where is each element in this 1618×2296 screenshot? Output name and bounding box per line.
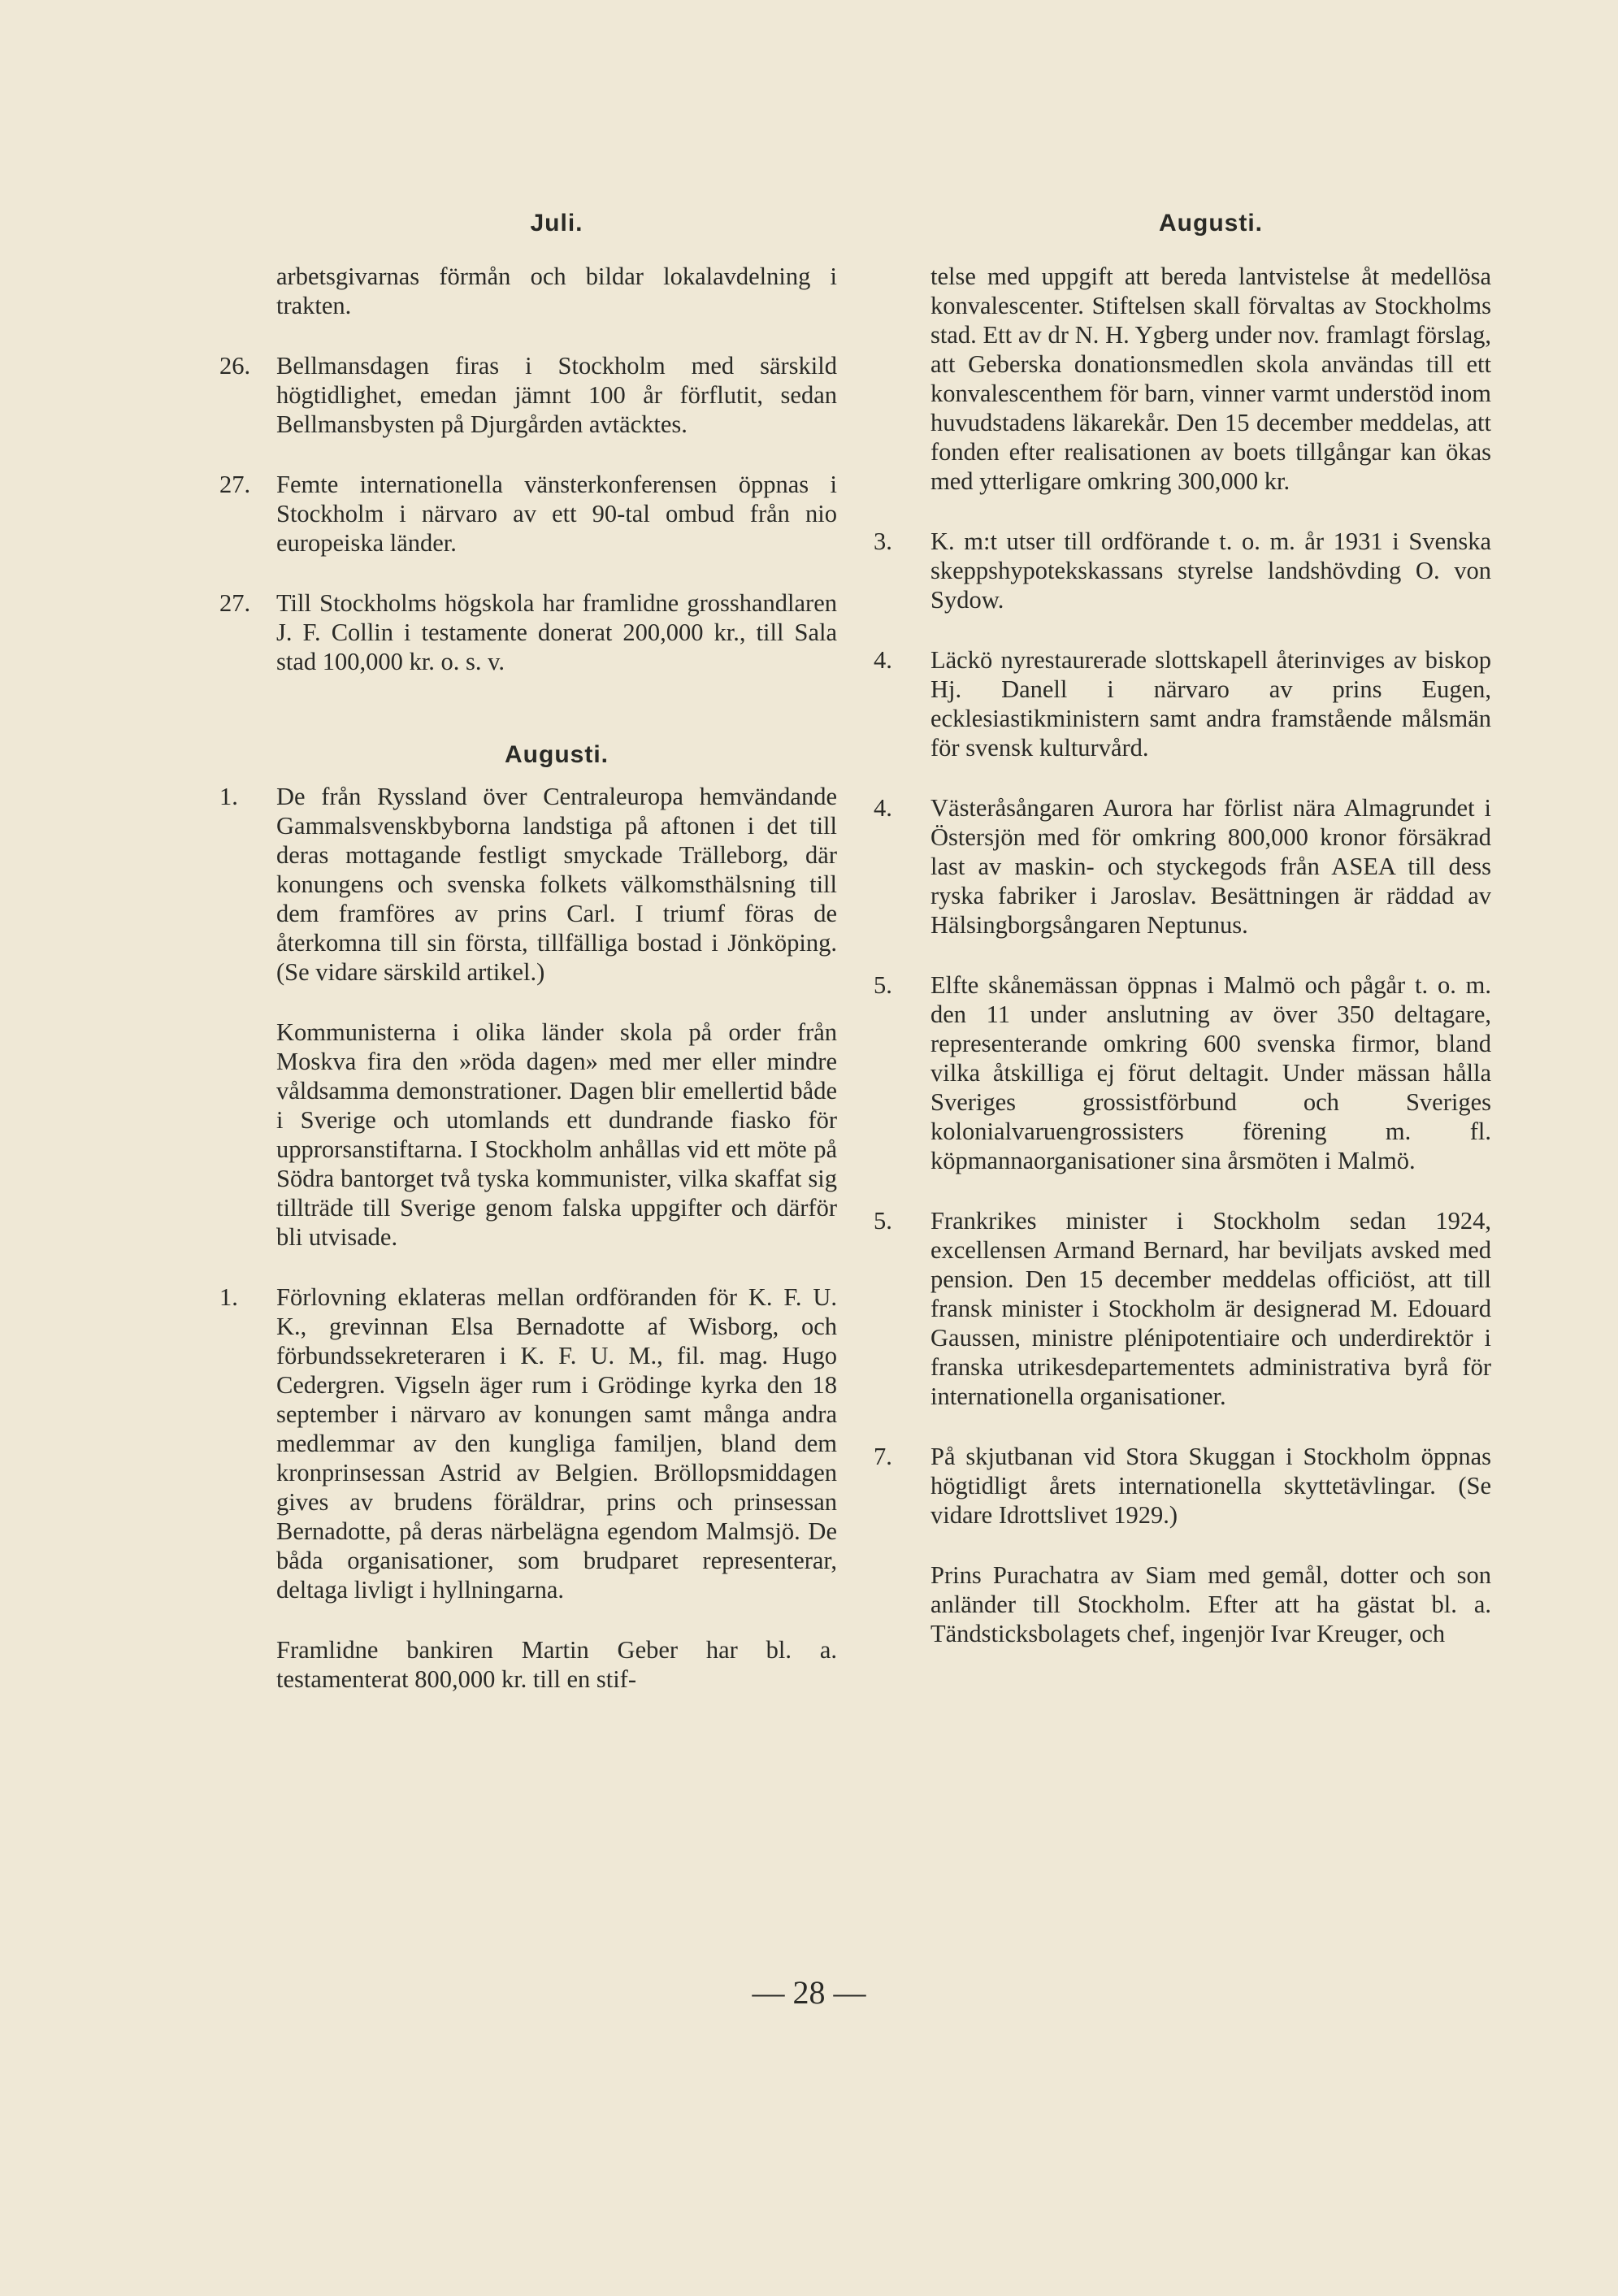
entry-number: 5. — [874, 1207, 892, 1235]
entry-text: Prins Purachatra av Siam med gemål, dotter och son anländer till Stockholm. Efter att ha gästat bl. a. Tändsticksbolagets chef, ingenjör Ivar Kreuger, och — [930, 1561, 1491, 1647]
august-subheader: Augusti. — [505, 741, 609, 768]
entry-jul-27-konferens — [219, 470, 837, 558]
entry-number: 4. — [874, 646, 892, 674]
entry-text: Femte internationella vänsterkonferensen öppnas i Stockholm i närvaro av ett 90-tal ombud från nio europeiska länder. — [276, 471, 837, 557]
entry-text: Läckö nyrestaurerade slottskapell återinviges av biskop Hj. Danell i närvaro av prins Eugen, ecklesiastikministern samt andra framstående målsmän för svensk kulturvård. — [930, 646, 1491, 762]
entry-aug-4-aurora — [874, 793, 1491, 940]
entry-text: Framlidne bankiren Martin Geber har bl. a. testamenterat 800,000 kr. till en stif- — [276, 1636, 837, 1693]
entry-text: Bellmansdagen firas i Stockholm med särskild högtidlighet, emedan jämnt 100 år förflutit, sedan Bellmansbysten på Djurgården avtäcktes. — [276, 352, 837, 438]
entry-text: På skjutbanan vid Stora Skuggan i Stockholm öppnas högtidligt årets internationella skyttetävlingar. (Se vidare Idrottslivet 1929.) — [930, 1443, 1491, 1529]
entry-number: 5. — [874, 971, 892, 999]
entry-number: 26. — [219, 352, 251, 380]
entry-aug-4-lacko — [874, 645, 1491, 762]
entry-aug-5-skanemassan — [874, 970, 1491, 1175]
entry-text: Västeråsångaren Aurora har förlist nära Almagrundet i Östersjön med för omkring 800,000 kronor försäkrad last av maskin- och styckegods från ASEA till dess ryska fabriker i Jaroslav. Besättningen är räddad av Hälsingborgsångaren Neptunus. — [930, 794, 1491, 939]
entry-aug-1-geber — [276, 1635, 837, 1694]
entry-aug-3-sydow — [874, 527, 1491, 614]
left-column-header: Juli. — [530, 210, 583, 237]
entry-text: Frankrikes minister i Stockholm sedan 1924, excellensen Armand Bernard, har beviljats avsked med pension. Den 15 december meddelas officiöst, att till fransk minister i Stockholm är designerad M. Edouard Gaussen, ministre plénipotentiaire och underdirektör i franska utrikesdepartementets administrativa byrå för internationella organisationer. — [930, 1207, 1491, 1410]
right-intro-paragraph: telse med uppgift att bereda lantvistelse åt medellösa konvalescenter. Stiftelsen skall förvaltas av Stockholms stad. Ett av dr N. H. Ygberg under nov. framlagt förslag, att Geberska donationsmedlen skola användas till ett konvalescenthem för barn, vinner varmt understöd inom huvudstadens läkarekår. Den 15 december meddelas, att fonden efter realisationen av boets tillgångar kan ökas med ytterligare omkring 300,000 kr. — [930, 263, 1491, 495]
entry-text: De från Ryssland över Centraleuropa hemvändande Gammalsvenskbyborna landstiga på aftonen i det till deras mottagande festligt smyckade Trälleborg, där konungens och svenska folkets välkomsthälsning till dem framföres av prins Carl. I triumf föras de återkomna till sin första, tillfälliga bostad i Jönköping. (Se vidare särskild artikel.) — [276, 783, 837, 986]
entry-text: Förlovning eklateras mellan ordföranden för K. F. U. K., grevinnan Elsa Bernadotte af Wisborg, och förbundssekreteraren i K. F. U. M., fil. mag. Hugo Cedergren. Vigseln äger rum i Grödinge kyrka den 18 september i närvaro av konungen samt många andra medlemmar av den kungliga familjen, bland dem kronprinsessan Astrid av Belgien. Bröllopsmiddagen gives av brudens föräldrar, prins och prinsessan Bernadotte, på deras närbelägna egendom Malmsjö. De båda organisationer, som brudparet representerar, deltaga livligt i hyllningarna. — [276, 1283, 837, 1604]
entry-aug-7-siam — [930, 1560, 1491, 1648]
entry-aug-1-forlovning — [219, 1283, 837, 1604]
entry-aug-1-kommunister — [276, 1018, 837, 1252]
page-number: — 28 — — [752, 1974, 866, 2011]
left-column-body — [219, 262, 837, 1725]
left-intro-paragraph: arbetsgivarnas förmån och bildar lokalavdelning i trakten. — [276, 263, 837, 319]
entry-number: 1. — [219, 783, 238, 810]
entry-text: K. m:t utser till ordförande t. o. m. år 1931 i Svenska skeppshypotekskassans styrelse landshövding O. von Sydow. — [930, 527, 1491, 614]
entry-aug-5-minister — [874, 1206, 1491, 1411]
entry-jul-27-hogskola — [219, 588, 837, 676]
right-column-header: Augusti. — [1159, 210, 1263, 237]
entry-number: 7. — [874, 1443, 892, 1470]
entry-number: 27. — [219, 589, 251, 617]
entry-number: 3. — [874, 527, 892, 555]
entry-aug-1-gammalsvenskby — [219, 782, 837, 987]
right-column-body — [874, 262, 1491, 1679]
entry-text: Till Stockholms högskola har framlidne grosshandlaren J. F. Collin i testamente donerat 200,000 kr., till Sala stad 100,000 kr. o. s. v. — [276, 589, 837, 675]
entry-jul-26-bellman — [219, 351, 837, 439]
entry-text: Elfte skånemässan öppnas i Malmö och pågår t. o. m. den 11 under anslutning av över 350 deltagare, representerande omkring 600 svenska firmor, bland vilka åtskilliga ej förut deltagit. Under mässan hålla Sveriges grossistförbund och Sveriges kolonialvaruengrossisters förening m. fl. köpmannaorganisationer sina årsmöten i Malmö. — [930, 971, 1491, 1174]
entry-number: 1. — [219, 1283, 238, 1311]
entry-number: 4. — [874, 794, 892, 822]
entry-text: Kommunisterna i olika länder skola på order från Moskva fira den »röda dagen» med mer eller mindre våldsamma demonstrationer. Dagen blir emellertid både i Sverige och utomlands ett dundrande fiasko för upprorsanstiftarna. I Stockholm anhållas vid ett möte på Södra bantorget två tyska kommunister, vilka skaffat sig tillträde till Sverige genom falska uppgifter och därför bli utvisade. — [276, 1018, 837, 1251]
entry-number: 27. — [219, 471, 251, 498]
entry-aug-7-skytte — [874, 1442, 1491, 1530]
